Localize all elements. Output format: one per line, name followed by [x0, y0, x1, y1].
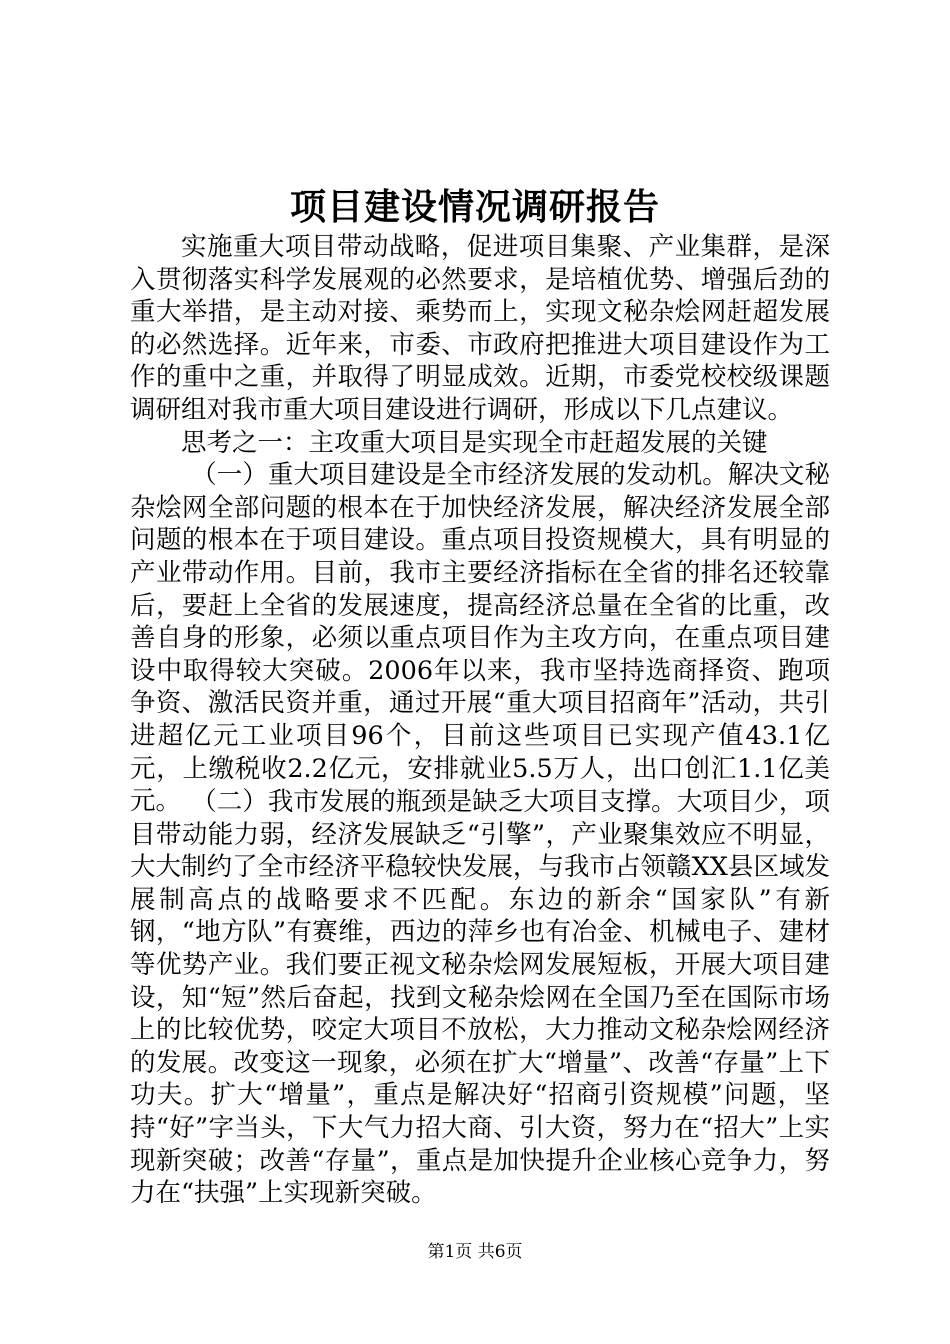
body-section-intro: [130, 231, 830, 818]
document-title: 项目建设情况调研报告: [289, 186, 660, 228]
subsection-one-paragraph: （一）重大项目建设是全市经济发展的发动机。解决文秘杂烩网全部问题的根本在于加快经济发展，解决经济发展全部问题的根本在于项目建设。重点项目投资规模大，具有明显的产业带动作用。目前，我市主要经济指标在全省的排名还较靠后，要赶上全省的发展速度，提高经济总量在全省的比重，改善自身的形象，必须以重点项目作为主攻方向，在重点项目建设中取得较大突破。2006年以来，我市坚持选商择资、跑项争资、激活民资并重，通过开展“重大项目招商年”活动，共引进超亿元工业项目96个，目前这些项目已实现产值43.1亿元，上缴税收2.2亿元，安排就业5.5万人，出口创汇1.1亿美元。: [130, 460, 830, 817]
section-heading: 思考之一：主攻重大项目是实现全市赶超发展的关键: [181, 427, 768, 458]
page-footer: 第1页 共6页: [427, 1242, 523, 1262]
intro-paragraph: 实施重大项目带动战略，促进项目集聚、产业集群，是深入贯彻落实科学发展观的必然要求，是培植优势、增强后劲的重大举措，是主动对接、乘势而上，实现文秘杂烩网赶超发展的必然选择。近年来，市委、市政府把推进大项目建设作为工作的重中之重，并取得了明显成效。近期，市委党校校级课题调研组对我市重大项目建设进行调研，形成以下几点建议。: [130, 232, 830, 425]
body-section-second: [130, 786, 830, 1210]
subsection-two-paragraph: （二）我市发展的瓶颈是缺乏大项目支撑。大项目少，项目带动能力弱，经济发展缺乏“引擎”，产业聚集效应不明显，大大制约了全市经济平稳较快发展，与我市占领赣XX县区域发展制高点的战略要求不匹配。东边的新余“国家队”有新钢，“地方队”有赛维，西边的萍乡也有冶金、机械电子、建材等优势产业。我们要正视文秘杂烩网发展短板，开展大项目建设，知“短”然后奋起，找到文秘杂烩网在全国乃至在国际市场上的比较优势，咬定大项目不放松，大力推动文秘杂烩网经济的发展。改变这一现象，必须在扩大“增量”、改善“存量”上下功夫。扩大“增量”，重点是解决好“招商引资规模”问题，坚持“好”字当头，下大气力招大商、引大资，努力在“招大”上实现新突破；改善“存量”，重点是加快提升企业核心竞争力，努力在“扶强”上实现新突破。: [130, 787, 830, 1209]
